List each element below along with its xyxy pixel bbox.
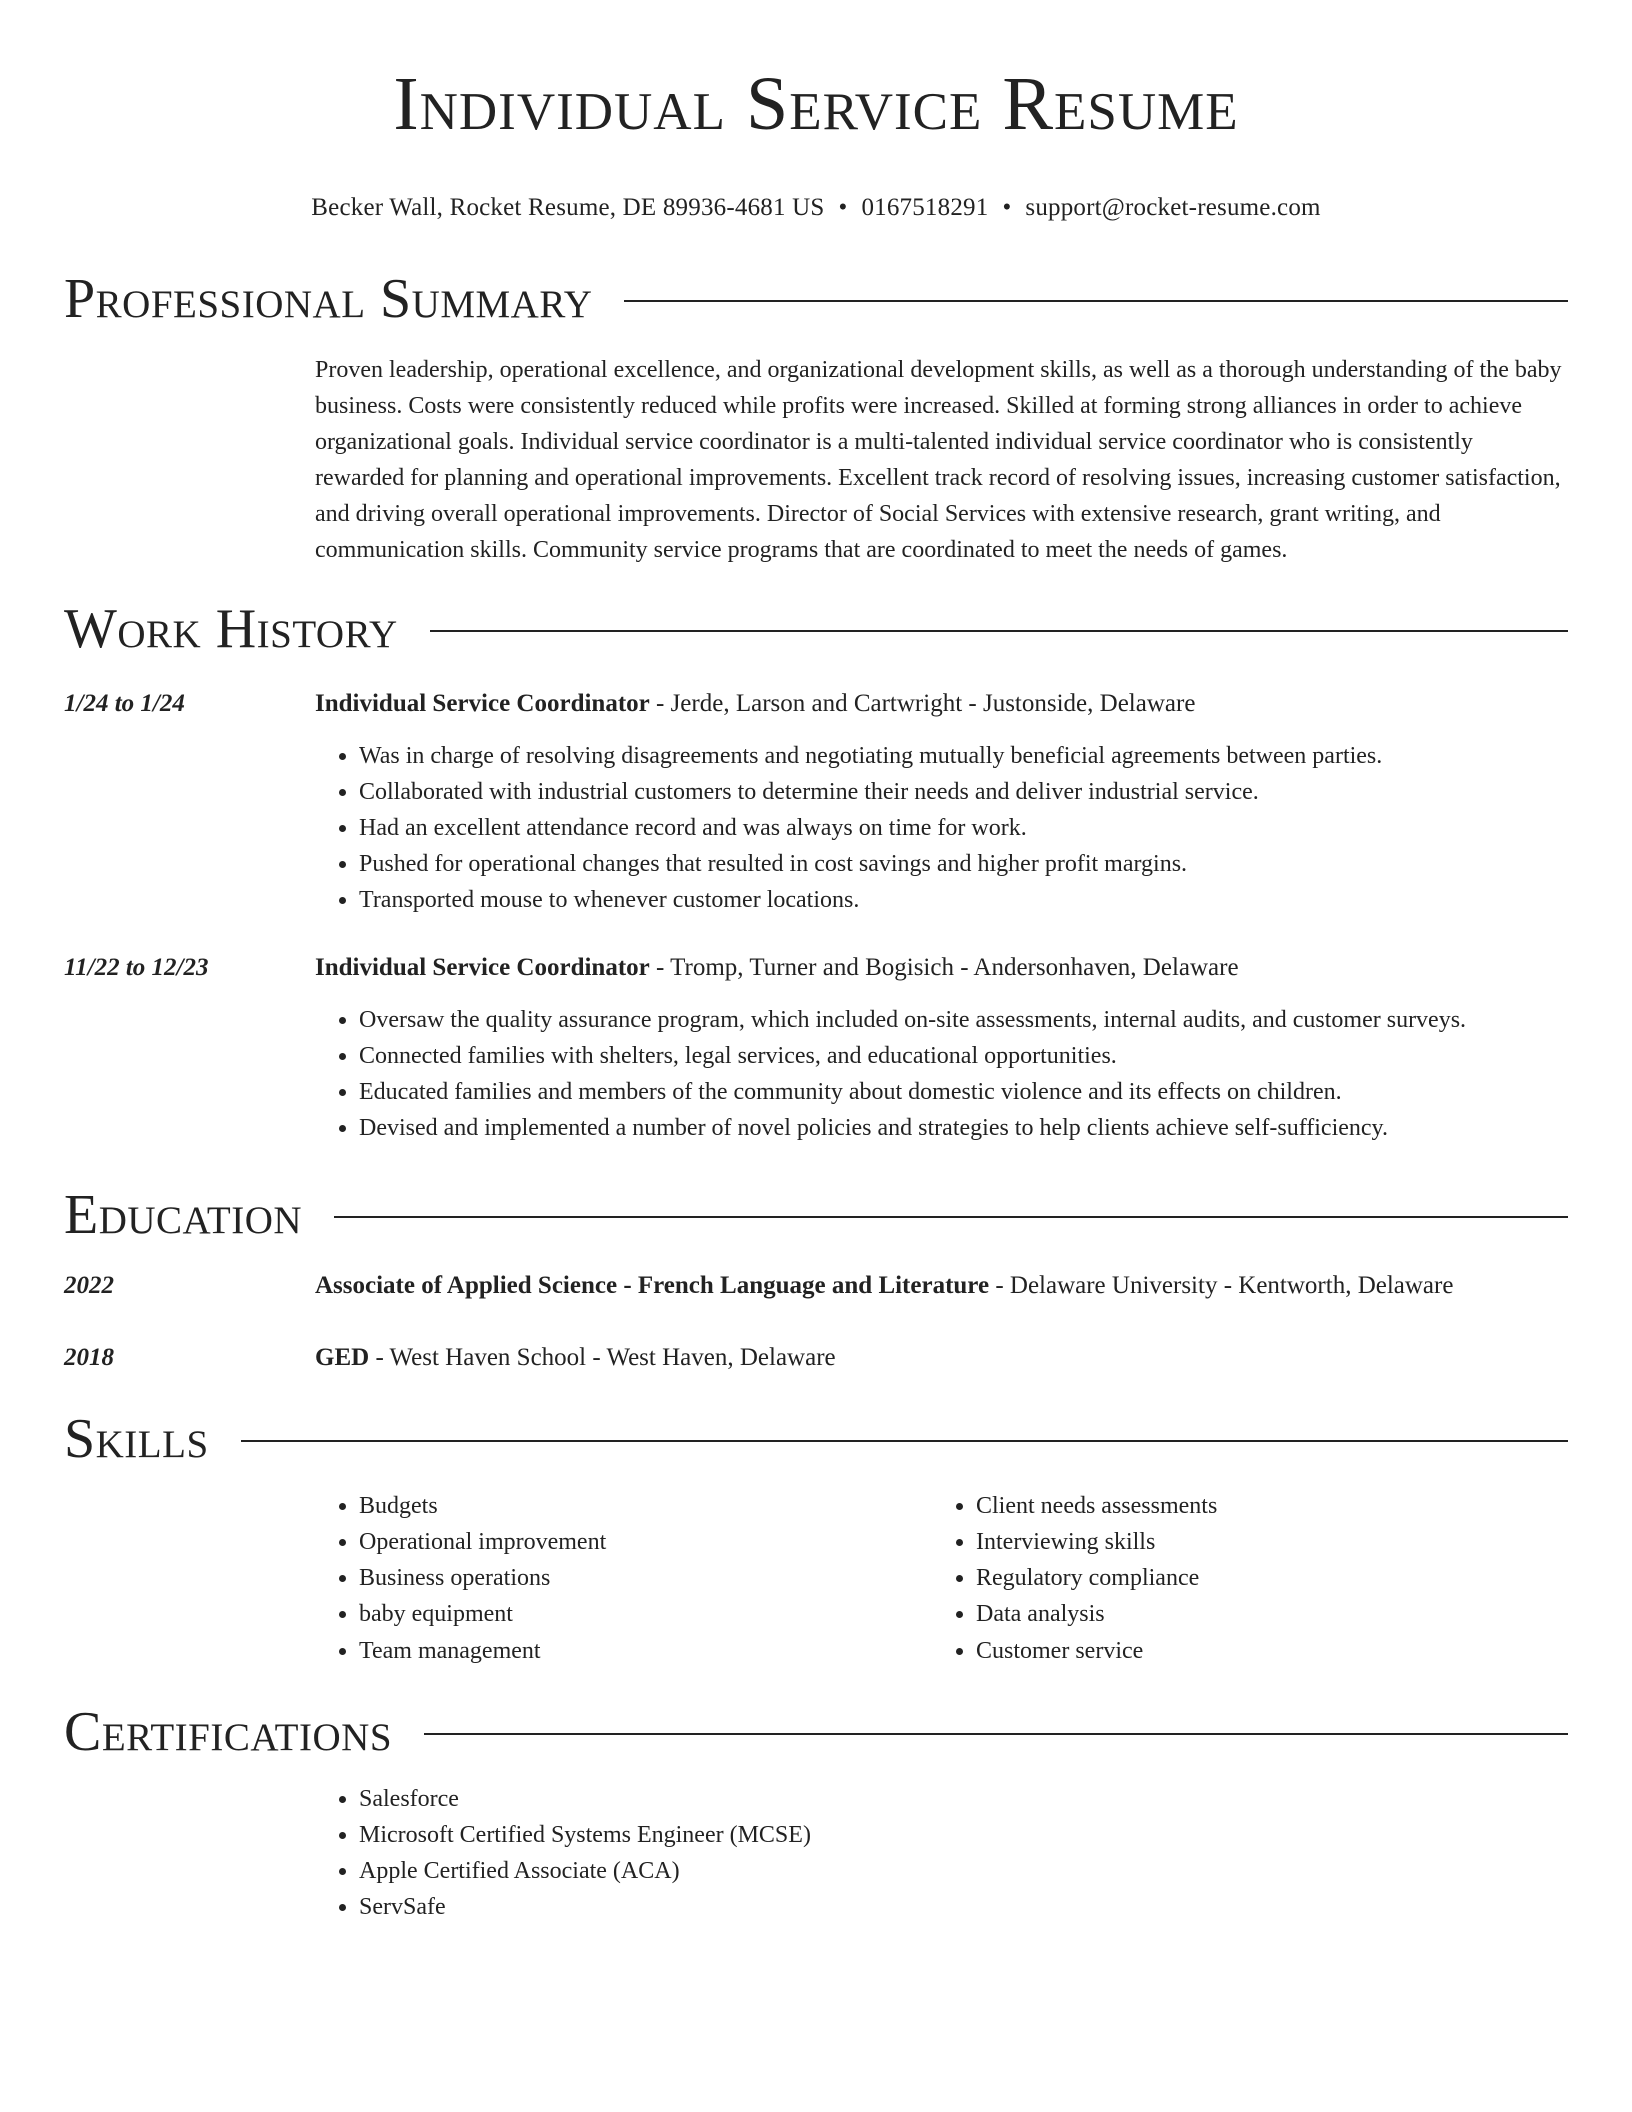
section-heading: Professional Summary [64, 268, 593, 330]
list-item: • Transported mouse to whenever customer locations. [359, 882, 1568, 918]
work-heading [315, 686, 1568, 722]
work-dates: 11/22 to 12/23 [64, 954, 209, 981]
skill-item: • Client needs assessments [976, 1488, 1549, 1524]
section-heading: Skills [64, 1408, 209, 1470]
section-heading: Work History [64, 598, 398, 660]
certifications-bullets [315, 1781, 1568, 1925]
work-entry [64, 950, 1568, 1146]
work-bullets [315, 738, 1568, 918]
section-divider [424, 1733, 1568, 1735]
contact-separator: • [1002, 194, 1012, 221]
list-item: • Oversaw the quality assurance program, which included on-site assessments, internal audits, and customer surveys. [359, 1002, 1568, 1038]
skill-item: • Customer service [976, 1633, 1549, 1669]
skills-column-left [315, 1488, 932, 1669]
work-content [315, 686, 1568, 918]
section-heading: Certifications [64, 1701, 393, 1763]
education-year: 2022 [64, 1272, 114, 1299]
section-summary-header [64, 264, 1568, 334]
work-content [315, 950, 1568, 1146]
resume-title: Individual Service Resume [393, 62, 1239, 146]
skills-grid [315, 1488, 1568, 1669]
skill-item: • Interviewing skills [976, 1524, 1549, 1560]
certifications-list [315, 1781, 1568, 1925]
education-entry [64, 1340, 1568, 1376]
section-divider [624, 300, 1568, 302]
contact-address: Becker Wall, Rocket Resume, DE 89936-4681 US [311, 194, 825, 221]
list-item: • Was in charge of resolving disagreements and negotiating mutually beneficial agreements between parties. [359, 738, 1568, 774]
section-heading: Education [64, 1184, 303, 1246]
work-bullets [315, 1002, 1568, 1146]
skill-item: • Team management [359, 1633, 932, 1669]
job-title: Individual Service Coordinator [315, 954, 650, 981]
contact-phone: 0167518291 [861, 194, 989, 221]
certification-item: • ServSafe [359, 1889, 1568, 1925]
work-heading [315, 950, 1568, 986]
section-work-header [64, 594, 1568, 664]
education-details: - Delaware University - Kentworth, Delaware [989, 1272, 1454, 1299]
contact-email: support@rocket-resume.com [1025, 194, 1321, 221]
education-entry [64, 1268, 1568, 1304]
work-dates: 1/24 to 1/24 [64, 690, 185, 717]
skill-item: • Budgets [359, 1488, 932, 1524]
skill-item: • Operational improvement [359, 1524, 932, 1560]
section-education-header [64, 1180, 1568, 1250]
job-details: - Tromp, Turner and Bogisich - Andersonhaven, Delaware [649, 954, 1239, 981]
list-item: • Had an excellent attendance record and was always on time for work. [359, 810, 1568, 846]
section-skills-header [64, 1404, 1568, 1474]
contact-line [64, 190, 1568, 226]
skill-item: • Data analysis [976, 1596, 1549, 1632]
summary-text: Proven leadership, operational excellence, and organizational development skills, as well as a thorough understanding of the baby business. Costs were consistently reduced while profits were increased. Skilled at forming strong alliances in order to achieve organizational goals. Individual service coordinator is a multi-talented individual service coordinator who is consistently rewarded for planning and operational improvements. Excellent track record of resolving issues, increasing customer satisfaction, and driving overall operational improvements. Director of Social Services with extensive research, grant writing, and communication skills. Community service programs that are coordinated to meet the needs of games. [315, 357, 1562, 563]
certification-item: • Apple Certified Associate (ACA) [359, 1853, 1568, 1889]
education-year: 2018 [64, 1344, 114, 1371]
certification-item: • Salesforce [359, 1781, 1568, 1817]
list-item: • Devised and implemented a number of novel policies and strategies to help clients achieve self-sufficiency. [359, 1110, 1568, 1146]
degree-name: Associate of Applied Science - French Language and Literature [315, 1272, 990, 1299]
skills-column-right [932, 1488, 1549, 1669]
certification-item: • Microsoft Certified Systems Engineer (MCSE) [359, 1817, 1568, 1853]
list-item: • Pushed for operational changes that resulted in cost savings and higher profit margins. [359, 846, 1568, 882]
skill-item: • Regulatory compliance [976, 1560, 1549, 1596]
education-heading [315, 1268, 1568, 1304]
job-title: Individual Service Coordinator [315, 690, 650, 717]
education-heading [315, 1340, 1568, 1376]
education-content [315, 1340, 1568, 1376]
skill-item: • Business operations [359, 1560, 932, 1596]
list-item: • Educated families and members of the community about domestic violence and its effects on children. [359, 1074, 1568, 1110]
section-divider [430, 630, 1568, 632]
section-certifications-header [64, 1697, 1568, 1767]
section-divider [334, 1216, 1568, 1218]
education-details: - West Haven School - West Haven, Delaware [369, 1344, 836, 1371]
skills-list [315, 1488, 932, 1669]
list-item: • Connected families with shelters, legal services, and educational opportunities. [359, 1038, 1568, 1074]
section-divider [241, 1440, 1568, 1442]
list-item: • Collaborated with industrial customers to determine their needs and deliver industrial service. [359, 774, 1568, 810]
work-entry [64, 686, 1568, 918]
education-content [315, 1268, 1568, 1304]
contact-separator: • [838, 194, 848, 221]
degree-name: GED [315, 1344, 370, 1371]
skills-list [932, 1488, 1549, 1669]
job-details: - Jerde, Larson and Cartwright - Justonside, Delaware [649, 690, 1196, 717]
skill-item: • baby equipment [359, 1596, 932, 1632]
